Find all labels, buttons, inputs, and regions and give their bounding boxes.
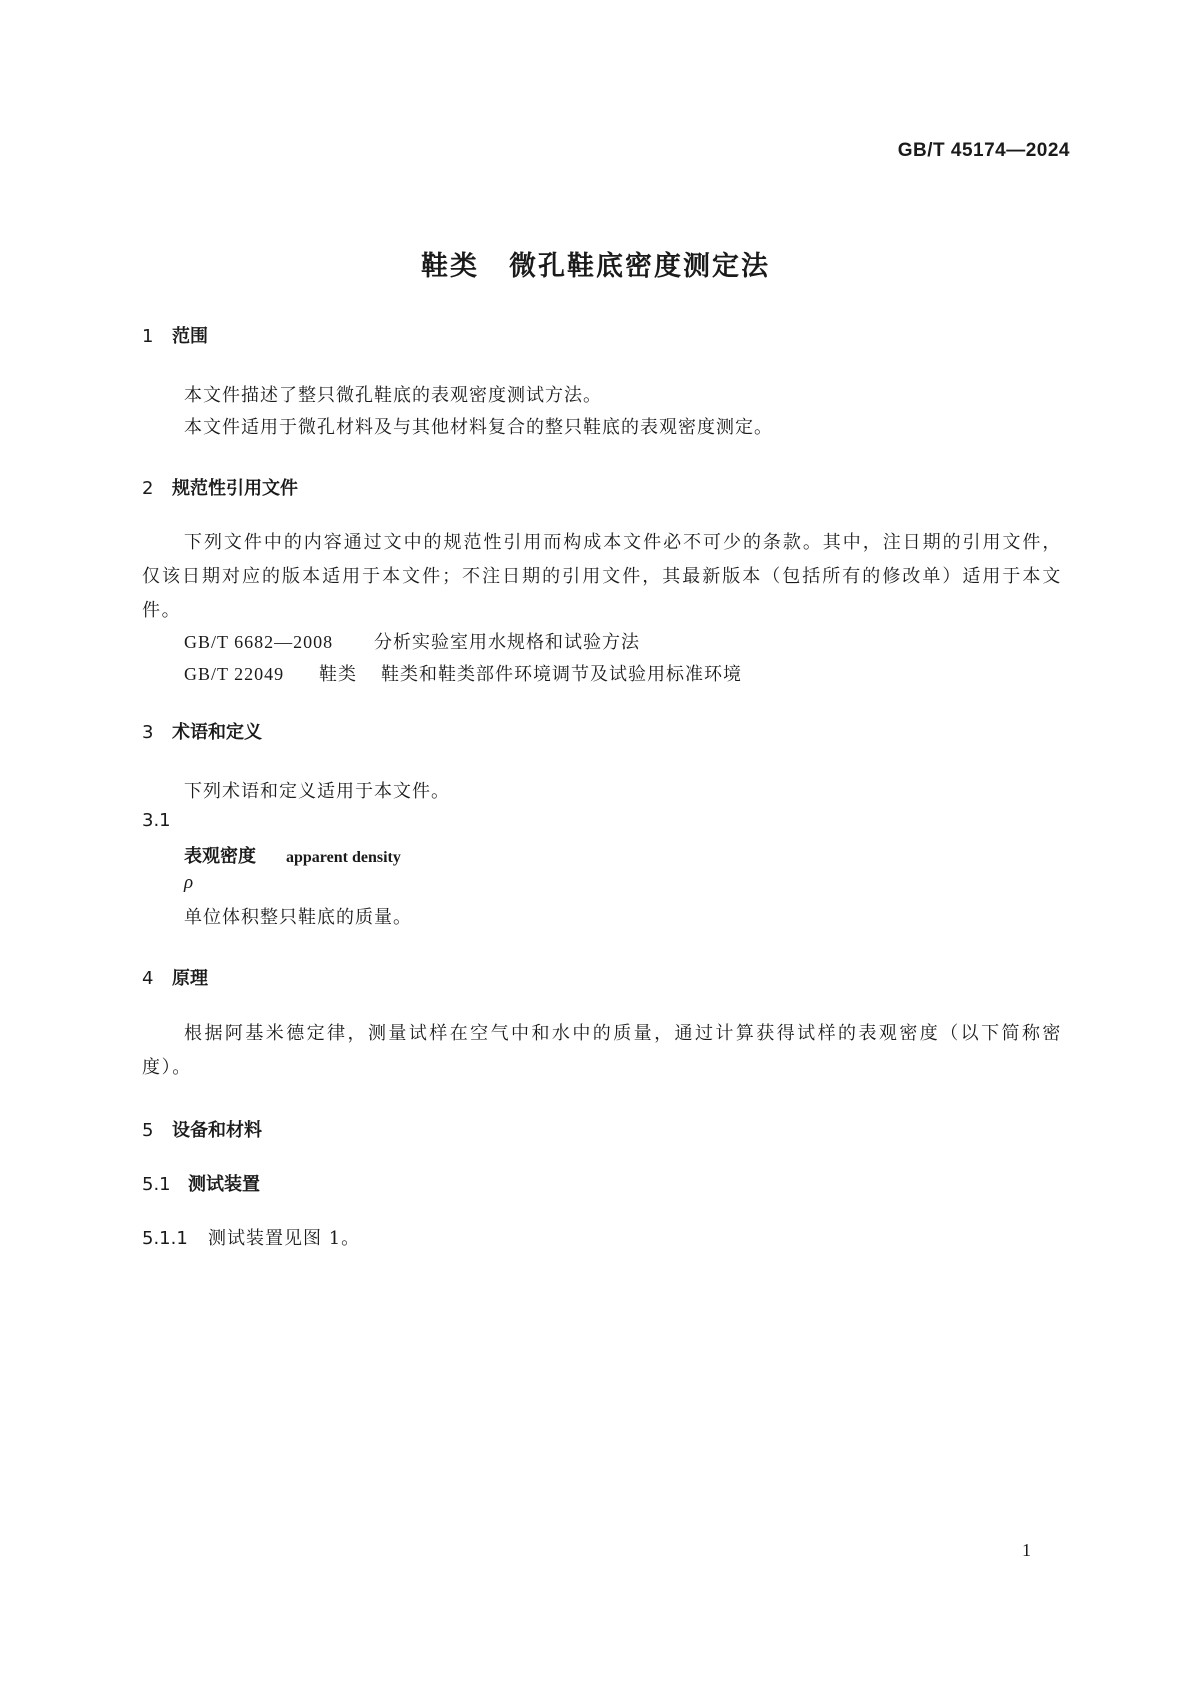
section-number: 3 bbox=[142, 722, 154, 743]
section-2-heading bbox=[142, 474, 298, 500]
subsection-5-1-heading bbox=[142, 1170, 260, 1196]
reference-code: GB/T 6682—2008 bbox=[184, 632, 334, 652]
section-title: 范围 bbox=[172, 326, 208, 347]
reference-code: GB/T 22049 bbox=[184, 664, 285, 684]
principle-paragraph: 根据阿基米德定律，测量试样在空气中和水中的质量，通过计算获得试样的表观密度（以下简称密度）。 bbox=[142, 1023, 1062, 1078]
section-number: 1 bbox=[142, 326, 154, 347]
clause-5-1-1 bbox=[142, 1224, 360, 1250]
page-number: 1 bbox=[1022, 1540, 1031, 1560]
section-5-heading bbox=[142, 1116, 262, 1142]
reference-subject: 鞋类 bbox=[319, 664, 357, 685]
subsection-number: 5.1 bbox=[142, 1174, 171, 1195]
term-symbol: ρ bbox=[184, 872, 194, 893]
subsection-title: 测试装置 bbox=[188, 1174, 260, 1195]
reference-item bbox=[184, 660, 742, 686]
section-3-heading bbox=[142, 718, 262, 744]
section-1-heading bbox=[142, 322, 208, 348]
section-title: 规范性引用文件 bbox=[172, 478, 298, 499]
term-english: apparent density bbox=[286, 849, 401, 866]
document-title bbox=[0, 244, 1191, 283]
term-entry bbox=[184, 842, 401, 868]
section-title: 原理 bbox=[172, 968, 208, 989]
section-number: 5 bbox=[142, 1120, 154, 1141]
section-title: 设备和材料 bbox=[172, 1120, 262, 1141]
clause-number: 5.1.1 bbox=[142, 1228, 188, 1249]
title-part1: 鞋类 bbox=[421, 251, 479, 282]
scope-paragraph-1: 本文件描述了整只微孔鞋底的表观密度测试方法。 bbox=[184, 385, 602, 406]
section-4-heading bbox=[142, 964, 208, 990]
reference-title: 分析实验室用水规格和试验方法 bbox=[374, 632, 640, 653]
standard-number: GB/T 45174—2024 bbox=[897, 140, 1070, 161]
reference-item bbox=[184, 628, 640, 654]
section-title: 术语和定义 bbox=[172, 722, 262, 743]
reference-title: 鞋类和鞋类部件环境调节及试验用标准环境 bbox=[381, 664, 742, 685]
term-number: 3.1 bbox=[142, 810, 171, 831]
clause-text: 测试装置见图 1。 bbox=[208, 1228, 361, 1249]
term-definition: 单位体积整只鞋底的质量。 bbox=[184, 907, 412, 928]
section-number: 2 bbox=[142, 478, 154, 499]
normative-references-intro: 下列文件中的内容通过文中的规范性引用而构成本文件必不可少的条款。其中，注日期的引用文件，仅该日期对应的版本适用于本文件；不注日期的引用文件，其最新版本（包括所有的修改单）适用于本文件。 bbox=[142, 532, 1062, 621]
scope-paragraph-2: 本文件适用于微孔材料及与其他材料复合的整只鞋底的表观密度测定。 bbox=[184, 417, 773, 438]
term-chinese: 表观密度 bbox=[184, 846, 256, 867]
title-part2: 微孔鞋底密度测定法 bbox=[509, 251, 770, 282]
section-number: 4 bbox=[142, 968, 154, 989]
terms-intro: 下列术语和定义适用于本文件。 bbox=[184, 781, 450, 802]
